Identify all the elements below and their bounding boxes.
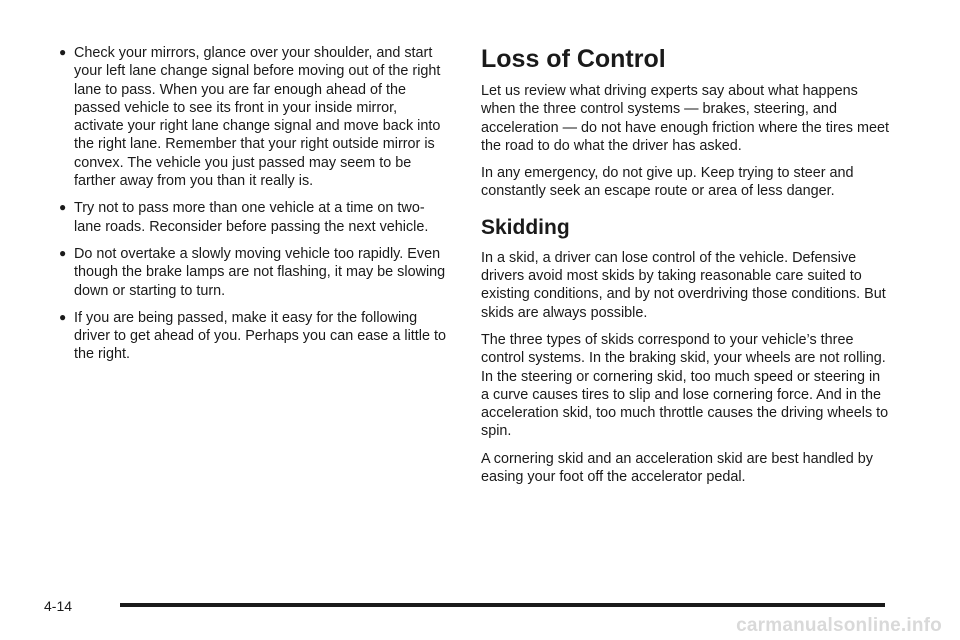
watermark-text: carmanualsonline.info (736, 615, 942, 636)
bullet-icon: ● (59, 200, 67, 215)
list-item-text: Try not to pass more than one vehicle at a time on two-lane roads. Reconsider before passing the next vehicle. (74, 200, 429, 235)
bullet-icon: ● (59, 245, 67, 260)
list-item (58, 199, 450, 236)
passing-tips-list (58, 44, 450, 364)
paragraph: In a skid, a driver can lose control of the vehicle. Defensive drivers avoid most skids by taking reasonable care suited to existing conditions, and by not overdriving those conditions. But skids are always possible. (481, 249, 886, 321)
bullet-icon: ● (59, 45, 67, 59)
list-item (58, 245, 450, 300)
section-heading-skidding: Skidding (481, 215, 570, 239)
right-column (481, 44, 891, 495)
section-heading-loss-of-control: Loss of Control (481, 45, 666, 73)
list-item-text: Check your mirrors, glance over your shoulder, and start your left lane change signal before moving out of the right lane to pass. When you are far enough ahead of the passed vehicle to see its front in your inside mirror, activate your right lane change signal and move back into the right lane. Remember that your right outside mirror is convex. The vehicle you just passed may seem to be farther away from you than it really is. (74, 45, 441, 190)
list-item (58, 44, 450, 190)
footer-divider (120, 603, 885, 607)
left-column (58, 44, 450, 373)
bullet-icon: ● (59, 309, 67, 324)
list-item-text: If you are being passed, make it easy for the following driver to get ahead of you. Perhaps you can ease a little to the right. (74, 309, 446, 363)
paragraph: The three types of skids correspond to your vehicle’s three control systems. In the braking skid, your wheels are not rolling. In the steering or cornering skid, too much speed or steering in a curve causes tires to slip and lose cornering force. And in the acceleration skid, too much throttle causes the driving wheels to spin. (481, 331, 889, 440)
paragraph: A cornering skid and an acceleration skid are best handled by easing your foot off the accelerator pedal. (481, 450, 873, 486)
list-item-text: Do not overtake a slowly moving vehicle too rapidly. Even though the brake lamps are not flashing, it may be slowing down or starting to turn. (74, 245, 446, 299)
page-number: 4-14 (44, 598, 73, 614)
paragraph: In any emergency, do not give up. Keep trying to steer and constantly seek an escape route or area of less danger. (481, 165, 854, 200)
paragraph: Let us review what driving experts say about what happens when the three control systems — brakes, steering, and acceleration — do not have enough friction where the tires meet the road to do what the driver has asked. (481, 83, 889, 154)
list-item (58, 309, 450, 364)
